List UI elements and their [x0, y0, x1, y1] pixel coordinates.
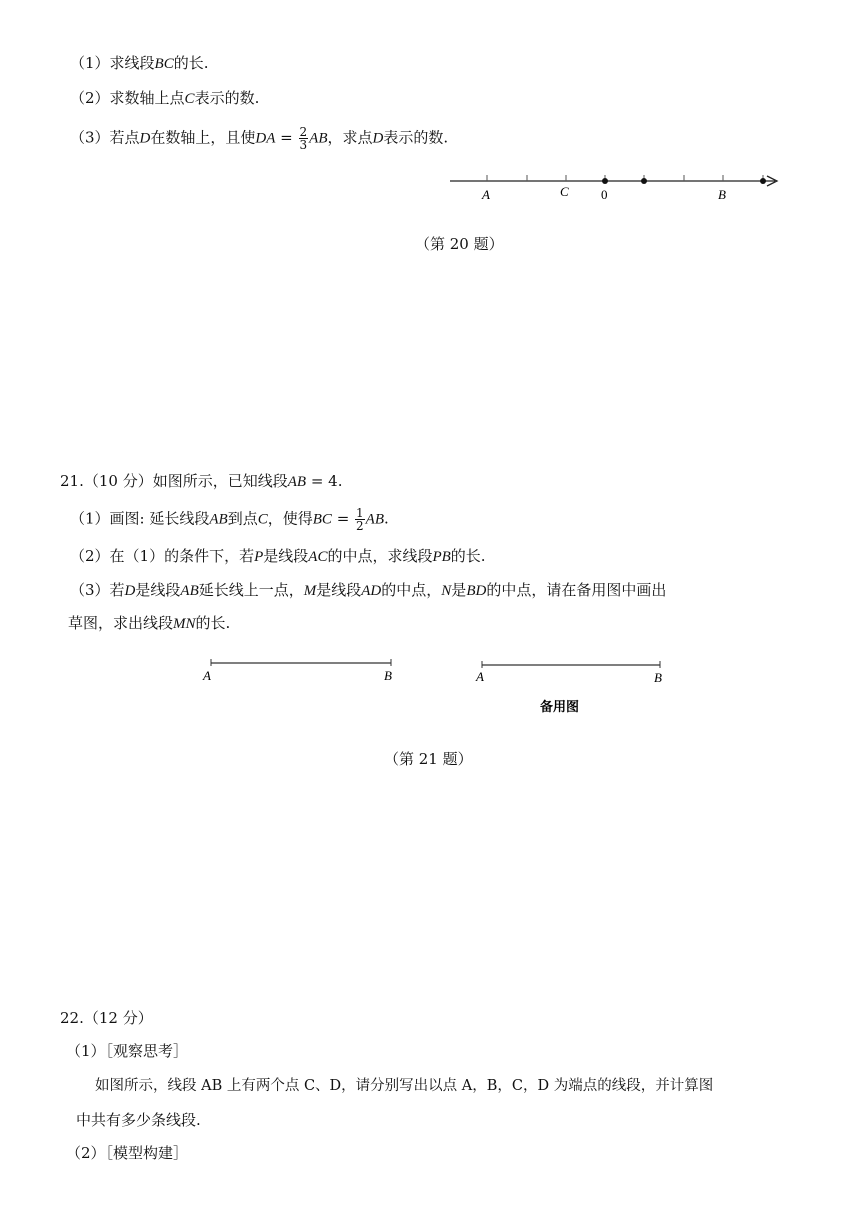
q22-section1-body-a: 如图所示，线段 AB 上有两个点 C、D，请分别写出以点 A，B，C，D 为端点的线段，并计算图 — [95, 1078, 714, 1094]
label-zero: 0 — [601, 187, 608, 202]
dot-point — [641, 178, 647, 184]
var-da: DA — [255, 130, 276, 147]
var-bd: BD — [466, 583, 487, 599]
var-ab: AB — [287, 474, 307, 490]
denominator: 2 — [356, 519, 364, 533]
var-bc: BC — [154, 56, 174, 72]
q21-part3-line2 — [68, 613, 230, 634]
ticks — [487, 175, 763, 181]
label-a: A — [482, 187, 490, 202]
var-ad: AD — [361, 583, 382, 599]
var-d: D — [139, 130, 151, 147]
text: 是 — [451, 581, 467, 599]
text: ，求点 — [327, 128, 373, 147]
denominator: 3 — [299, 138, 308, 152]
equals: = — [331, 509, 355, 528]
fraction — [299, 126, 309, 151]
text: 表示的数. — [194, 89, 260, 107]
q20-part1 — [70, 53, 209, 74]
label-b: B — [718, 187, 726, 202]
text: 是线段 — [316, 581, 362, 599]
dot-end — [760, 178, 766, 184]
label-a: A — [203, 668, 211, 683]
var-n: N — [441, 583, 452, 599]
text: 在数轴上，且使 — [150, 128, 256, 147]
label-c: C — [560, 184, 569, 199]
text: . — [384, 509, 389, 528]
text: = 4. — [306, 472, 343, 490]
text: （2）求数轴上点 — [70, 89, 185, 107]
var-ab: AB — [309, 130, 328, 147]
q21-part2 — [70, 546, 486, 567]
text: 的中点， — [381, 581, 442, 599]
label-a: A — [476, 669, 484, 684]
var-c: C — [257, 511, 268, 528]
text: 的长. — [173, 54, 209, 72]
text: （3）若点 — [70, 128, 140, 147]
text: （3）若 — [70, 581, 125, 599]
q22-section1-title: （1）［观察思考］ — [66, 1042, 189, 1060]
text: 延长线上一点， — [198, 581, 304, 599]
var-ab: AB — [209, 511, 228, 528]
text: （1）求线段 — [70, 54, 155, 72]
var-d: D — [124, 583, 136, 599]
text: 是线段 — [263, 547, 309, 565]
q20-part2 — [70, 88, 259, 109]
var-ac: AC — [308, 549, 328, 565]
q22-header: 22.（12 分） — [60, 1009, 153, 1027]
segment-figure-backup — [472, 657, 682, 717]
text: 的中点，请在备用图中画出 — [486, 581, 667, 599]
text: 表示的数. — [383, 128, 449, 147]
text: 到点 — [227, 509, 258, 528]
q20-part3 — [70, 126, 448, 151]
backup-figure-title: 备用图 — [540, 700, 580, 715]
var-ab: AB — [180, 583, 199, 599]
numerator: 2 — [299, 125, 308, 139]
label-b: B — [384, 668, 392, 683]
q21-part3-line1 — [70, 580, 666, 601]
var-pb: PB — [432, 549, 451, 565]
var-p: P — [254, 549, 264, 565]
text: （2）在（1）的条件下，若 — [70, 547, 255, 565]
text: 的长. — [195, 614, 231, 632]
var-c: C — [184, 91, 195, 107]
var-ab: AB — [365, 511, 384, 528]
text: 的长. — [450, 547, 486, 565]
text: 草图，求出线段 — [68, 614, 174, 632]
label-b: B — [654, 670, 662, 685]
segment-figure-main — [200, 655, 410, 687]
text: 的中点，求线段 — [327, 547, 433, 565]
var-mn: MN — [173, 616, 196, 632]
var-m: M — [303, 583, 317, 599]
var-d: D — [372, 130, 384, 147]
q20-caption: （第 20 题） — [415, 235, 504, 253]
var-bc: BC — [312, 511, 332, 528]
q21-part1 — [70, 507, 389, 532]
numerator: 1 — [356, 506, 364, 520]
q21-caption: （第 21 题） — [384, 750, 473, 768]
q21-header — [60, 471, 342, 492]
q22-section1-body-b: 中共有多少条线段. — [76, 1111, 201, 1129]
equals: = — [275, 128, 298, 147]
text: （1）画图: 延长线段 — [70, 509, 210, 528]
number-line-figure — [445, 168, 785, 208]
dot-origin — [602, 178, 608, 184]
q22-section2-title: （2）［模型构建］ — [66, 1144, 189, 1162]
fraction — [355, 507, 365, 532]
text: 是线段 — [135, 581, 181, 599]
text: ，使得 — [267, 509, 313, 528]
text: 21.（10 分）如图所示，已知线段 — [60, 472, 288, 490]
